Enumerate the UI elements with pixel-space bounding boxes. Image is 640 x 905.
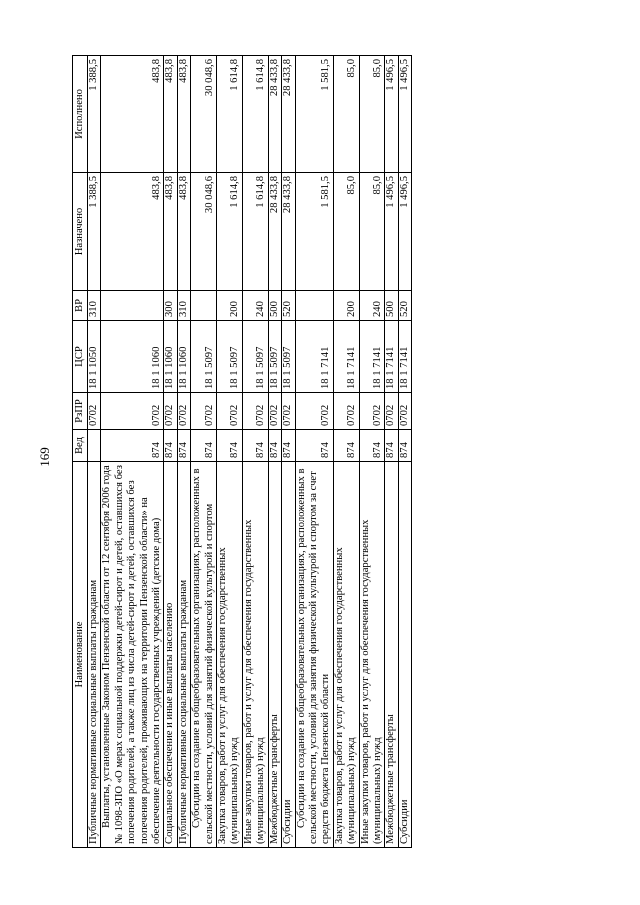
row-name-text: Субсидии на создание в общеобразовательных организациях, расположенных в сельской местности, условий для занятия физической культурой и спортом за счет средств бюджета Пензенской области — [295, 468, 332, 844]
row-vr — [295, 291, 333, 321]
row-csr: 18 1 7141 — [295, 321, 333, 393]
header-rzpr: РзПР — [73, 393, 88, 430]
row-naznacheno: 85,0 — [359, 173, 385, 291]
table-row — [282, 56, 295, 848]
row-name-text: Выплаты, установленные Законом Пензенской области от 12 сентября 2006 года № 1098-ЗПО «О мерах социальной поддержки детей-сирот и детей, оставшихся без попечения родителей, а также лиц из числа детей-сирот и детей, оставшихся без попечения родителей, проживающих на территории Пензенской области» на обеспечение деятельности государственных учреждений (детские дома) — [101, 465, 163, 844]
row-vr: 240 — [242, 291, 268, 321]
row-vr: 300 — [164, 291, 177, 321]
row-name — [242, 462, 268, 848]
row-ved: 874 — [242, 430, 268, 462]
row-vr: 520 — [398, 291, 411, 321]
row-csr: 18 1 1060 — [101, 321, 164, 393]
table-row — [359, 56, 385, 848]
row-ispolneno: 1 581,5 — [295, 56, 333, 173]
row-naznacheno: 483,8 — [164, 173, 177, 291]
row-naznacheno: 1 614,8 — [217, 173, 243, 291]
row-ved: 874 — [385, 430, 398, 462]
row-naznacheno: 28 433,8 — [282, 173, 295, 291]
row-ispolneno: 30 048,6 — [191, 56, 217, 173]
row-name — [295, 462, 333, 848]
rotated-page-content — [72, 56, 512, 848]
header-ved: Вед — [73, 430, 88, 462]
row-rzpr: 0702 — [268, 393, 281, 430]
row-csr: 18 1 5097 — [191, 321, 217, 393]
table-row — [268, 56, 281, 848]
row-vr: 520 — [282, 291, 295, 321]
header-ispolneno: Исполнено — [73, 56, 88, 173]
row-naznacheno: 28 433,8 — [268, 173, 281, 291]
row-vr: 310 — [177, 291, 190, 321]
row-name — [359, 462, 385, 848]
table-row — [242, 56, 268, 848]
row-name-text: Закупка товаров, работ и услуг для обеспечения государственных (муниципальных) нужд — [217, 547, 241, 844]
row-rzpr: 0702 — [88, 393, 101, 430]
row-naznacheno: 1 388,5 — [88, 173, 101, 291]
row-name — [282, 462, 295, 848]
row-name-text: Субсидии — [282, 799, 294, 844]
row-naznacheno: 1 581,5 — [295, 173, 333, 291]
table-row — [295, 56, 333, 848]
table-row — [177, 56, 190, 848]
row-naznacheno: 30 048,6 — [191, 173, 217, 291]
row-name — [191, 462, 217, 848]
row-csr: 18 1 7141 — [359, 321, 385, 393]
row-ispolneno: 1 496,5 — [398, 56, 411, 173]
row-name-text: Субсидии — [398, 799, 410, 844]
row-name — [164, 462, 177, 848]
row-rzpr: 0702 — [295, 393, 333, 430]
row-ispolneno: 85,0 — [333, 56, 359, 173]
row-rzpr: 0702 — [164, 393, 177, 430]
row-vr: 310 — [88, 291, 101, 321]
row-ispolneno: 1 614,8 — [242, 56, 268, 173]
row-ispolneno: 28 433,8 — [268, 56, 281, 173]
row-name — [385, 462, 398, 848]
row-rzpr: 0702 — [101, 393, 164, 430]
row-name-text: Субсидии на создание в общеобразовательных организациях, расположенных в сельской местности, условий для занятий физической культурой и спортом — [191, 468, 215, 844]
row-csr: 18 1 5097 — [217, 321, 243, 393]
row-naznacheno: 483,8 — [101, 173, 164, 291]
row-rzpr: 0702 — [177, 393, 190, 430]
row-rzpr: 0702 — [191, 393, 217, 430]
row-csr: 18 1 7141 — [385, 321, 398, 393]
row-name-text: Социальное обеспечение и иные выплаты населению — [164, 602, 176, 844]
row-vr: 500 — [268, 291, 281, 321]
row-ispolneno: 85,0 — [359, 56, 385, 173]
row-name-text: Иные закупки товаров, работ и услуг для обеспечения государственных (муниципальных) нужд — [359, 519, 383, 844]
row-ved: 874 — [217, 430, 243, 462]
row-name — [217, 462, 243, 848]
row-csr: 18 1 7141 — [333, 321, 359, 393]
row-rzpr: 0702 — [385, 393, 398, 430]
row-csr: 18 1 5097 — [242, 321, 268, 393]
row-ved: 874 — [191, 430, 217, 462]
row-name — [177, 462, 190, 848]
row-rzpr: 0702 — [359, 393, 385, 430]
row-ispolneno: 1 388,5 — [88, 56, 101, 173]
row-ispolneno: 483,8 — [177, 56, 190, 173]
table-row — [217, 56, 243, 848]
row-name-text: Межбюджетные трансферты — [268, 714, 280, 844]
table-row — [101, 56, 164, 848]
row-ved: 874 — [282, 430, 295, 462]
row-naznacheno: 483,8 — [177, 173, 190, 291]
row-naznacheno: 1 614,8 — [242, 173, 268, 291]
row-rzpr: 0702 — [217, 393, 243, 430]
row-name — [398, 462, 411, 848]
row-ispolneno: 28 433,8 — [282, 56, 295, 173]
row-name-text: Межбюджетные трансферты — [385, 714, 397, 844]
row-rzpr: 0702 — [282, 393, 295, 430]
table-header-row — [73, 56, 88, 848]
row-naznacheno: 1 496,5 — [398, 173, 411, 291]
row-vr — [191, 291, 217, 321]
row-vr: 200 — [217, 291, 243, 321]
table-row — [333, 56, 359, 848]
row-naznacheno: 85,0 — [333, 173, 359, 291]
header-vr: ВР — [73, 291, 88, 321]
row-name — [88, 462, 101, 848]
table-row — [385, 56, 398, 848]
row-ispolneno: 483,8 — [101, 56, 164, 173]
row-csr: 18 1 5097 — [282, 321, 295, 393]
row-rzpr: 0702 — [242, 393, 268, 430]
row-vr: 500 — [385, 291, 398, 321]
row-name — [101, 462, 164, 848]
row-naznacheno: 1 496,5 — [385, 173, 398, 291]
row-ved: 874 — [398, 430, 411, 462]
table-row — [398, 56, 411, 848]
row-vr: 200 — [333, 291, 359, 321]
row-ved: 874 — [177, 430, 190, 462]
row-name-text: Публичные нормативные социальные выплаты гражданам — [177, 579, 189, 844]
table-row — [88, 56, 101, 848]
row-csr: 18 1 1060 — [164, 321, 177, 393]
row-ispolneno: 1 496,5 — [385, 56, 398, 173]
row-ispolneno: 483,8 — [164, 56, 177, 173]
table-row — [191, 56, 217, 848]
row-vr: 240 — [359, 291, 385, 321]
row-name — [268, 462, 281, 848]
row-vr — [101, 291, 164, 321]
row-rzpr: 0702 — [398, 393, 411, 430]
table-row — [164, 56, 177, 848]
row-ved: 874 — [333, 430, 359, 462]
row-ispolneno: 1 614,8 — [217, 56, 243, 173]
row-csr: 18 1 1060 — [177, 321, 190, 393]
row-name-text: Иные закупки товаров, работ и услуг для обеспечения государственных (муниципальных) нужд — [242, 519, 267, 844]
row-csr: 18 1 1050 — [88, 321, 101, 393]
row-ved: 874 — [359, 430, 385, 462]
row-name — [333, 462, 359, 848]
budget-table — [72, 55, 412, 848]
header-name: Наименование — [73, 462, 88, 848]
row-ved — [88, 430, 101, 462]
row-name-text: Закупка товаров, работ и услуг для обеспечения государственных (муниципальных) нужд — [333, 547, 358, 844]
page-number: 169 — [37, 447, 52, 467]
header-naznacheno: Назначено — [73, 173, 88, 291]
row-ved: 874 — [101, 430, 164, 462]
row-name-text: Публичные нормативные социальные выплаты гражданам — [88, 579, 99, 844]
row-ved: 874 — [268, 430, 281, 462]
header-csr: ЦСР — [73, 321, 88, 393]
row-csr: 18 1 7141 — [398, 321, 411, 393]
row-csr: 18 1 5097 — [268, 321, 281, 393]
row-rzpr: 0702 — [333, 393, 359, 430]
row-ved: 874 — [164, 430, 177, 462]
row-ved: 874 — [295, 430, 333, 462]
